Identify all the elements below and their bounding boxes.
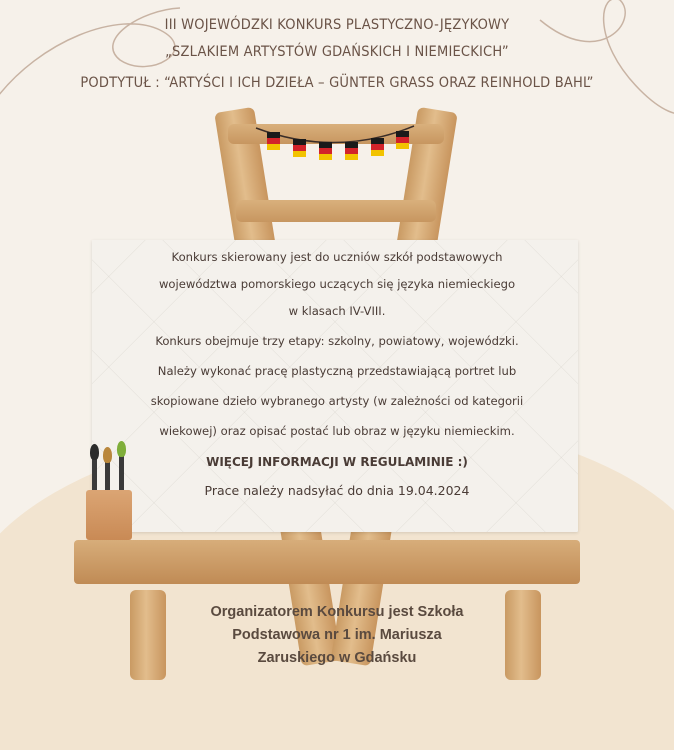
flag-2	[293, 139, 306, 157]
board-line-7: wiekowej) oraz opisać postać lub obraz w języku niemieckim.	[159, 424, 515, 438]
contest-title: III WOJEWÓDZKI KONKURS PLASTYCZNO-JĘZYKOWY	[164, 17, 510, 33]
more-info-note: WIĘCEJ INFORMACJI W REGULAMINIE :)	[206, 455, 468, 469]
flag-4	[345, 142, 358, 160]
contest-subtitle: PODTYTUŁ : “ARTYŚCI I ICH DZIEŁA – GÜNTER GRASS ORAZ REINHOLD BAHL”	[80, 75, 594, 91]
brush-tip-2	[103, 447, 112, 463]
organizer-line-2: Podstawowa nr 1 im. Mariusza	[232, 627, 442, 643]
organizer-line-3: Zaruskiego w Gdańsku	[257, 650, 417, 666]
brush-tip-3	[117, 441, 126, 457]
board-line-2: województwa pomorskiego uczących się języka niemieckiego	[158, 277, 516, 291]
brush-tip-1	[90, 444, 99, 460]
organizer-line-1: Organizatorem Konkursu jest Szkoła	[210, 604, 464, 620]
brush-cup	[86, 490, 132, 540]
board-line-6: skopiowane dzieło wybranego artysty (w zależności od kategorii	[150, 394, 524, 408]
flag-5	[371, 138, 384, 156]
flag-6	[396, 131, 409, 149]
easel-crossbar	[236, 200, 436, 222]
deadline-note: Prace należy nadsyłać do dnia 19.04.2024	[204, 483, 470, 498]
contest-name: „SZLAKIEM ARTYSTÓW GDAŃSKICH I NIEMIECKICH”	[165, 44, 509, 60]
flag-1	[267, 132, 280, 150]
board-line-4: Konkurs obejmuje trzy etapy: szkolny, powiatowy, wojewódzki.	[155, 334, 519, 348]
board-line-3: w klasach IV-VIII.	[288, 304, 386, 318]
germany-flag-bunting-icon	[0, 0, 674, 200]
flag-3	[319, 142, 332, 160]
board-line-5: Należy wykonać pracę plastyczną przedstawiającą portret lub	[157, 364, 517, 378]
board-line-1: Konkurs skierowany jest do uczniów szkół podstawowych	[171, 250, 503, 264]
easel-tray	[74, 540, 580, 584]
